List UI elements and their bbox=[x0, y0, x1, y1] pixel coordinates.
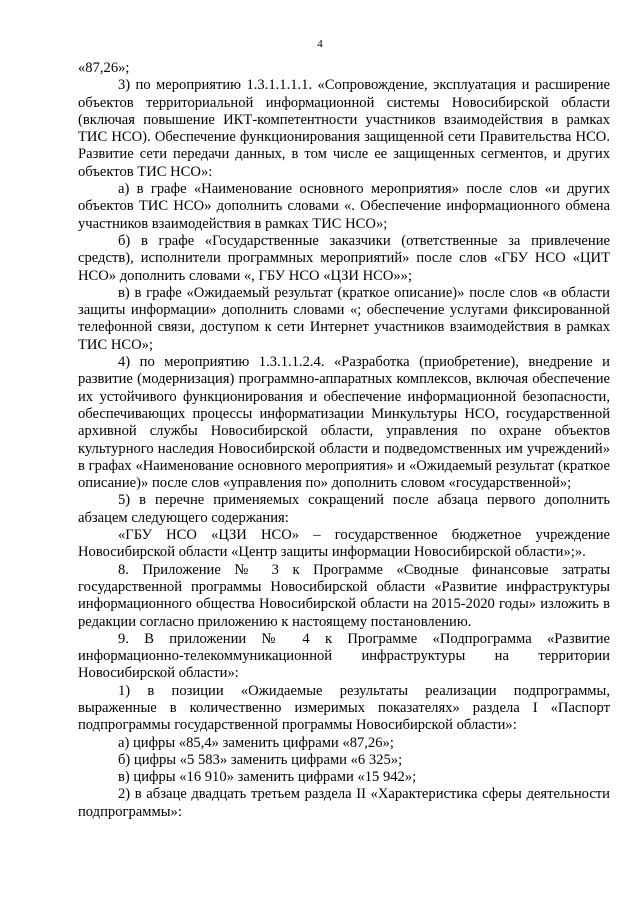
page-number: 4 bbox=[317, 38, 323, 50]
paragraph: 1) в позиции «Ожидаемые результаты реализации подпрограммы, выраженные в количественно измеримых показателях» раздела I «Паспорт подпрограммы государственной программы Новосибирской области»: bbox=[78, 682, 610, 734]
paragraph: в) цифры «16 910» заменить цифрами «15 942»; bbox=[118, 769, 417, 786]
paragraph: а) в графе «Наименование основного мероприятия» после слов «и других объектов ТИС НСО» дополнить словами «. Обеспечение информационного обмена участников взаимодействия в рамках ТИС НСО»; bbox=[78, 181, 610, 232]
document-body bbox=[78, 60, 610, 821]
paragraph: «ГБУ НСО «ЦЗИ НСО» – государственное бюджетное учреждение Новосибирской области «Центр защиты информации Новосибирской области»;». bbox=[78, 527, 610, 561]
paragraph: «87,26»; bbox=[78, 60, 130, 76]
paragraph: в) в графе «Ожидаемый результат (краткое описание)» после слов «в области защиты информации» дополнить словами «; обеспечение услугами фиксированной телефонной связи, доступом к сети Интернет участников взаимодействия в рамках ТИС НСО»; bbox=[78, 284, 610, 353]
paragraph: а) цифры «85,4» заменить цифрами «87,26»; bbox=[118, 734, 394, 751]
paragraph: 4) по мероприятию 1.3.1.1.2.4. «Разработка (приобретение), внедрение и развитие (модернизация) программно-аппаратных комплексов, включая обеспечение их устойчивого функционирования и обеспечение информационной безопасности, обеспечивающих процессы информатизации Минкультуры НСО, государственной архивной службы Новосибирской области, управления по охране объектов культурного наследия Новосибирской области и подведомственных им учреждений» в графах «Наименование основного мероприятия» и «Ожидаемый результат (краткое описание)» после слов «управления по» дополнить словом «государственной»; bbox=[78, 354, 610, 492]
paragraph: 5) в перечне применяемых сокращений после абзаца первого дополнить абзацем следующего содержания: bbox=[78, 492, 610, 526]
paragraph: б) цифры «5 583» заменить цифрами «6 325»; bbox=[118, 751, 403, 768]
paragraph: 8. Приложение № 3 к Программе «Сводные финансовые затраты государственной программы Новосибирской области «Развитие инфраструктуры информационного общества Новосибирской области на 2015-2020 годы» изложить в редакции согласно приложению к настоящему постановлению. bbox=[78, 561, 610, 630]
paragraph: 3) по мероприятию 1.3.1.1.1.1. «Сопровождение, эксплуатация и расширение объектов территориальной информационной системы Новосибирской области (включая повышение ИКТ-компетентности участников взаимодействия в рамках ТИС НСО). Обеспечение функционирования защищенной сети Правительства НСО. Развитие сети передачи данных, в том числе ее защищенных сегментов, и других объектов ТИС НСО»: bbox=[78, 77, 610, 180]
paragraph: 9. В приложении № 4 к Программе «Подпрограмма «Развитие информационно-телекоммуникационной инфраструктуры на территории Новосибирской области»: bbox=[78, 630, 610, 682]
paragraph: б) в графе «Государственные заказчики (ответственные за привлечение средств), исполнители программных мероприятий» после слов «ГБУ НСО «ЦИТ НСО» дополнить словами «, ГБУ НСО «ЦЗИ НСО»»; bbox=[78, 232, 610, 284]
paragraph: 2) в абзаце двадцать третьем раздела II «Характеристика сферы деятельности подпрограммы»: bbox=[78, 786, 610, 820]
